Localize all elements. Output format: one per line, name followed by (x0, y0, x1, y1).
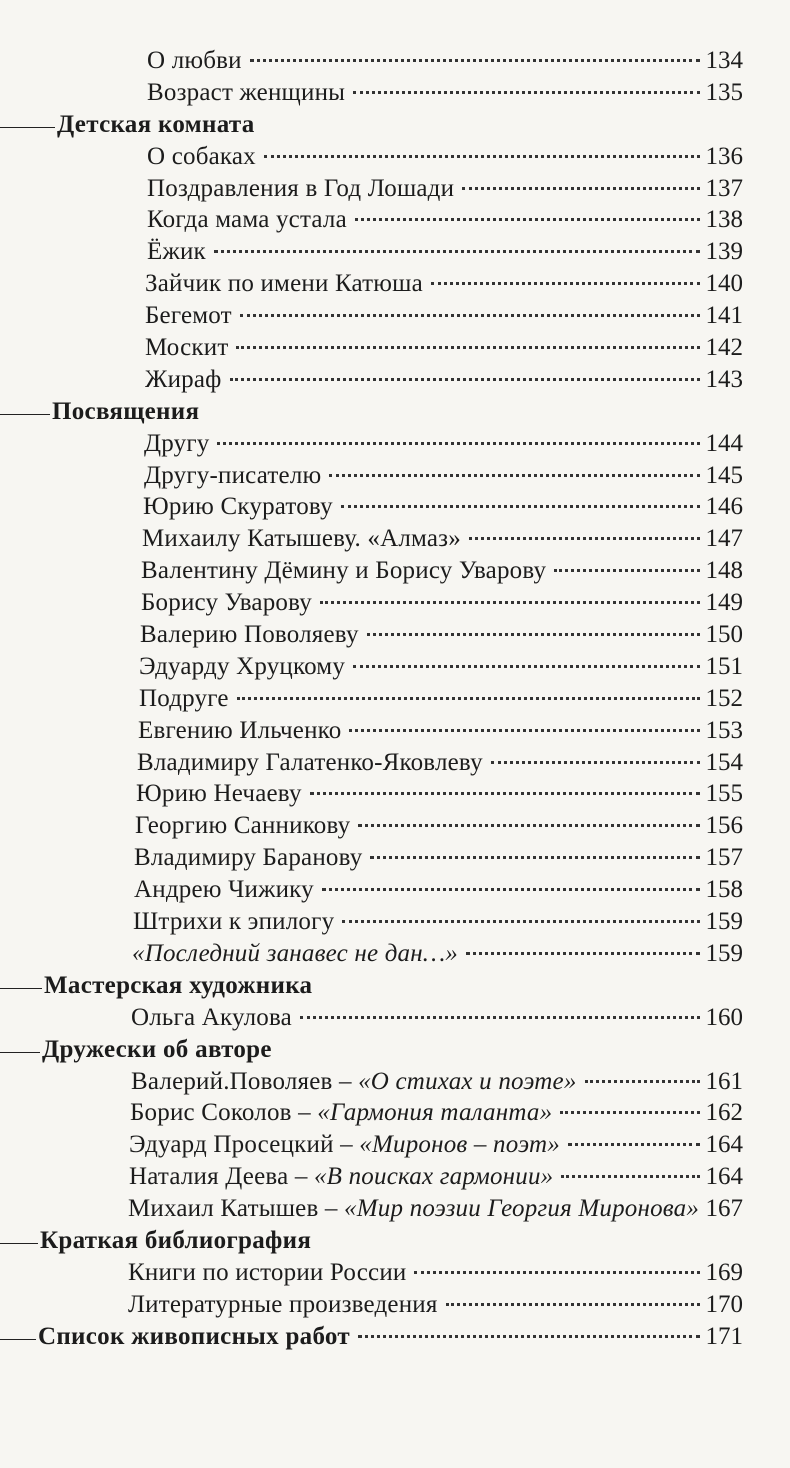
entry-title (137, 747, 483, 779)
entry-author: Штрихи к эпилогу (133, 908, 335, 936)
page-number: 157 (705, 844, 743, 872)
toc-entry (141, 587, 743, 619)
page-number: 171 (705, 1322, 743, 1350)
dot-leader (217, 442, 699, 445)
page-number: 160 (705, 1003, 743, 1031)
toc-entry-row (0, 555, 790, 587)
section-rule (0, 1052, 40, 1053)
dot-leader (353, 91, 699, 94)
dot-leader (585, 1080, 700, 1083)
entry-title (139, 651, 345, 683)
entry-title (147, 236, 206, 268)
toc-entry-row (0, 874, 790, 906)
dot-leader (230, 378, 700, 381)
dot-leader (554, 569, 699, 572)
dot-leader (353, 665, 699, 668)
dot-leader (431, 282, 700, 285)
toc-entry-row (0, 460, 790, 492)
entry-author: Литературные произведения (128, 1290, 438, 1318)
section-title: Дружески об авторе (42, 1035, 272, 1063)
toc-entry (138, 715, 743, 747)
entry-author: Ольга Акулова (131, 1003, 292, 1031)
toc-entry-row (0, 1002, 790, 1034)
entry-author: О собаках (147, 142, 256, 170)
section-rule (0, 127, 55, 128)
page-number: 152 (705, 684, 743, 712)
entry-title (147, 45, 242, 77)
dot-leader (322, 888, 700, 891)
entry-author: Михаил Катышев – (128, 1195, 345, 1223)
dot-leader (320, 601, 700, 604)
page-number: 138 (705, 206, 743, 234)
page-number: 140 (705, 270, 743, 298)
page-number: 135 (705, 78, 743, 106)
dot-leader (237, 697, 700, 700)
toc-entry-row (0, 268, 790, 300)
page-number: 169 (705, 1258, 743, 1286)
dot-leader (568, 1143, 700, 1146)
page-number: 134 (705, 47, 743, 74)
toc-entry-row (0, 747, 790, 779)
toc-entry-row (0, 1129, 790, 1161)
toc-entry (128, 1289, 743, 1321)
toc-entry-row (0, 938, 790, 970)
entry-title (131, 1002, 292, 1034)
dot-leader (236, 346, 699, 349)
dot-leader (466, 952, 700, 955)
entry-title (138, 715, 341, 747)
entry-author: Валентину Дёмину и Борису Уварову (141, 557, 547, 585)
entry-author: Москит (145, 334, 229, 362)
toc-section-row (0, 1321, 790, 1353)
entry-title (141, 587, 312, 619)
toc-entry-row (0, 1066, 790, 1098)
entry-author: Эдуард Просецкий – (129, 1131, 360, 1159)
entry-author: Юрию Скуратову (143, 493, 333, 521)
entry-author: Эдуарду Хруцкому (139, 652, 346, 680)
entry-title (135, 810, 350, 842)
toc-entry (134, 842, 743, 874)
entry-author: Георгию Санникову (135, 812, 351, 840)
toc-entry-row (0, 77, 790, 109)
entry-author: Другу (144, 429, 210, 457)
toc-entry-row (0, 587, 790, 619)
dot-leader (250, 59, 700, 62)
toc-entry-row (0, 778, 790, 810)
toc-entry (136, 778, 743, 810)
page-number: 155 (705, 780, 743, 808)
entry-author: Подруге (139, 684, 229, 712)
entry-author: Евгению Ильченко (138, 716, 342, 744)
dot-leader (446, 1303, 700, 1306)
page-number: 144 (705, 429, 743, 457)
entry-title (145, 332, 228, 364)
toc-entry-row (0, 173, 790, 205)
toc-entry-row (0, 1257, 790, 1289)
toc-entry (133, 906, 743, 938)
toc-entry (128, 1193, 743, 1225)
toc-entry-row (0, 906, 790, 938)
section-rule (0, 414, 50, 415)
page-number: 162 (705, 1099, 743, 1127)
dot-leader (214, 250, 700, 253)
entry-title (134, 874, 314, 906)
entry-title (129, 1129, 560, 1161)
entry-author: Михаилу Катышеву. «Алмаз» (142, 525, 461, 553)
entry-author: Валерий.Поволяев – (131, 1067, 359, 1095)
page-number: 150 (705, 621, 743, 649)
entry-title (131, 1066, 577, 1098)
table-of-contents (0, 45, 790, 1353)
entry-title (144, 460, 321, 492)
dot-leader (561, 1175, 699, 1178)
toc-entry-row (0, 1289, 790, 1321)
entry-author: Борису Уварову (141, 589, 312, 617)
dot-leader (264, 155, 700, 158)
section-rule (0, 988, 42, 989)
entry-author: Владимиру Баранову (134, 844, 363, 872)
page-number: 158 (705, 876, 743, 904)
page-number: 170 (705, 1290, 743, 1318)
entry-title (128, 1257, 406, 1289)
toc-entry (143, 491, 743, 523)
toc-entry-row (0, 1193, 790, 1225)
toc-entry (132, 938, 743, 970)
toc-entry-row (0, 715, 790, 747)
entry-title (130, 1097, 552, 1129)
page-number: 151 (705, 652, 743, 680)
entry-author: Бегемот (145, 302, 232, 330)
toc-entry (145, 332, 743, 364)
entry-title (145, 300, 232, 332)
section-title: Мастерская художника (44, 971, 313, 999)
toc-entry-row (0, 810, 790, 842)
entry-author: Книги по истории России (128, 1258, 407, 1286)
page-number: 164 (705, 1131, 743, 1159)
toc-entry-row (0, 842, 790, 874)
toc-entry (147, 204, 743, 236)
toc-entry-row (0, 236, 790, 268)
toc-entry (129, 1161, 743, 1193)
dot-leader (358, 824, 699, 827)
entry-italic-title: «Миронов – поэт» (359, 1131, 560, 1159)
page-number: 153 (705, 716, 743, 744)
toc-entry-row (0, 364, 790, 396)
page-number: 137 (705, 174, 743, 202)
entry-title (145, 364, 222, 396)
toc-section-row (0, 109, 790, 141)
dot-leader (310, 792, 700, 795)
dot-leader (367, 633, 700, 636)
section-rule (0, 1243, 38, 1244)
entry-italic-title: «Мир поэзии Георгия Миронова» (344, 1195, 700, 1223)
entry-author: Когда мама устала (147, 206, 347, 234)
toc-entry-row (0, 204, 790, 236)
dot-leader (370, 856, 699, 859)
section-title: Список живописных работ (38, 1322, 350, 1350)
entry-title (128, 1289, 438, 1321)
toc-section (0, 970, 312, 1002)
page-number: 159 (705, 939, 743, 967)
entry-title (133, 906, 334, 938)
page-number: 145 (705, 461, 743, 489)
toc-entry (128, 1257, 743, 1289)
entry-title (142, 523, 461, 555)
toc-entry-row (0, 1161, 790, 1193)
toc-entry (147, 141, 743, 173)
entry-title (140, 619, 359, 651)
dot-leader (414, 1271, 699, 1274)
toc-entry (131, 1002, 743, 1034)
entry-title (145, 268, 423, 300)
toc-entry (144, 428, 743, 460)
section-title: Краткая библиография (40, 1226, 312, 1254)
entry-author: Жираф (145, 365, 222, 393)
entry-title (147, 204, 347, 236)
entry-title (129, 1161, 553, 1193)
dot-leader (240, 314, 700, 317)
entry-title (147, 141, 256, 173)
entry-author: Андрею Чижику (134, 876, 314, 904)
page-number: 148 (705, 557, 743, 585)
dot-leader (469, 537, 700, 540)
entry-title (128, 1193, 699, 1225)
entry-author: О любви (147, 47, 242, 74)
page-number: 167 (705, 1195, 743, 1223)
page-number: 147 (705, 525, 743, 553)
toc-entry (134, 874, 743, 906)
toc-entry-row (0, 1097, 790, 1129)
page-number: 142 (705, 334, 743, 362)
toc-entry (144, 460, 743, 492)
toc-entry-row (0, 141, 790, 173)
dot-leader (462, 187, 699, 190)
toc-entry-row (0, 619, 790, 651)
section-rule (0, 1339, 36, 1340)
entry-title (147, 173, 454, 205)
toc-entry-row (0, 683, 790, 715)
entry-italic-title: «Последний занавес не дан…» (132, 939, 458, 967)
dot-leader (358, 1335, 700, 1338)
toc-section (0, 109, 255, 141)
page-number: 136 (705, 142, 743, 170)
toc-entry (145, 268, 743, 300)
toc-entry (140, 619, 743, 651)
entry-author: Юрию Нечаеву (136, 780, 302, 808)
toc-entry (147, 173, 743, 205)
entry-author: Борис Соколов – (130, 1099, 318, 1127)
toc-section (0, 1321, 743, 1353)
dot-leader (560, 1111, 699, 1114)
entry-author: Возраст женщины (147, 78, 346, 106)
page-number: 159 (705, 908, 743, 936)
entry-italic-title: «О стихах и поэте» (358, 1067, 577, 1095)
entry-author: Поздравления в Год Лошади (147, 174, 455, 202)
entry-author: Владимиру Галатенко-Яковлеву (137, 748, 483, 776)
toc-entry (141, 555, 743, 587)
page-number: 141 (705, 302, 743, 330)
page-number: 161 (705, 1067, 743, 1095)
entry-author: Ёжик (147, 238, 206, 266)
toc-entry (142, 523, 743, 555)
entry-italic-title: «Гармония таланта» (317, 1099, 553, 1127)
entry-title (147, 77, 345, 109)
toc-section (0, 1225, 311, 1257)
toc-entry (147, 236, 743, 268)
toc-entry (145, 300, 743, 332)
entry-author: Наталия Деева – (129, 1163, 314, 1191)
toc-section-row (0, 970, 790, 1002)
toc-entry-row (0, 651, 790, 683)
page-number: 139 (705, 238, 743, 266)
page-number: 149 (705, 589, 743, 617)
toc-section-row (0, 396, 790, 428)
toc-entry (131, 1066, 743, 1098)
dot-leader (491, 761, 700, 764)
toc-entry-row (0, 428, 790, 460)
toc-entry-row (0, 45, 790, 77)
toc-section (0, 396, 199, 428)
section-title: Посвящения (52, 397, 200, 425)
dot-leader (349, 729, 699, 732)
entry-title (132, 938, 458, 970)
entry-title (143, 491, 333, 523)
page-number: 154 (705, 748, 743, 776)
entry-author: Валерию Поволяеву (140, 621, 359, 649)
entry-author: Зайчик по имени Катюша (145, 270, 423, 298)
toc-entry (129, 1129, 743, 1161)
page-number: 146 (705, 493, 743, 521)
section-title: Детская комната (57, 110, 255, 138)
toc-entry-row (0, 523, 790, 555)
toc-section (0, 1034, 272, 1066)
toc-entry (147, 45, 743, 77)
dot-leader (342, 920, 699, 923)
toc-entry (139, 651, 743, 683)
toc-entry (130, 1097, 743, 1129)
entry-title (139, 683, 229, 715)
entry-title (141, 555, 546, 587)
entry-title (144, 428, 209, 460)
entry-italic-title: «В поисках гармонии» (313, 1163, 554, 1191)
toc-entry-row (0, 300, 790, 332)
toc-entry-row (0, 332, 790, 364)
toc-entry (147, 77, 743, 109)
toc-entry (145, 364, 743, 396)
page-number: 143 (705, 365, 743, 393)
toc-section-row (0, 1225, 790, 1257)
toc-section-row (0, 1034, 790, 1066)
dot-leader (355, 218, 700, 221)
entry-title (136, 778, 302, 810)
toc-entry-row (0, 491, 790, 523)
dot-leader (341, 505, 700, 508)
toc-entry (135, 810, 743, 842)
page-number: 156 (705, 812, 743, 840)
entry-author: Другу-писателю (144, 461, 322, 489)
entry-title (134, 842, 362, 874)
page-number: 164 (705, 1163, 743, 1191)
toc-entry (139, 683, 743, 715)
toc-entry (137, 747, 743, 779)
dot-leader (300, 1016, 700, 1019)
dot-leader (329, 474, 699, 477)
